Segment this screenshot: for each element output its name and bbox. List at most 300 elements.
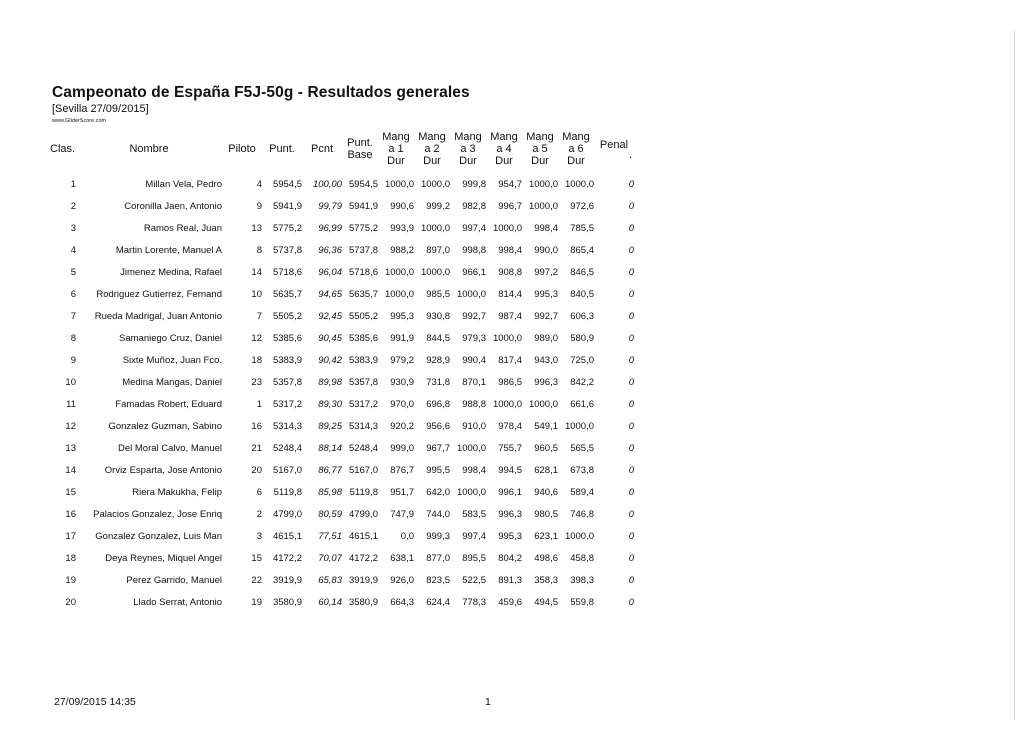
table-row xyxy=(50,261,634,283)
row-round-1: 999,0 xyxy=(390,442,414,454)
row-piloto: 3 xyxy=(256,530,262,542)
row-nombre: Martin Lorente, Manuel A xyxy=(115,244,222,256)
row-pcnt: 65,83 xyxy=(318,574,342,586)
row-punt-base: 5718,6 xyxy=(348,266,378,278)
row-round-5: 1000,0 xyxy=(528,200,558,212)
row-punt: 5119,8 xyxy=(273,486,302,498)
round-dur: Dur xyxy=(459,155,477,167)
row-piloto: 15 xyxy=(251,552,262,564)
row-round-5: 995,3 xyxy=(534,288,558,300)
row-round-3: 1000,0 xyxy=(456,288,486,300)
row-round-6: 1000,0 xyxy=(564,420,594,432)
row-round-4: 814,4 xyxy=(498,288,522,300)
row-round-3: 1000,0 xyxy=(456,486,486,498)
row-round-4: 986,5 xyxy=(498,376,522,388)
row-round-2: 877,0 xyxy=(426,552,450,564)
row-round-1: 990,6 xyxy=(390,200,414,212)
row-round-3: 992,7 xyxy=(462,310,486,322)
table-row xyxy=(50,283,634,305)
row-round-5: 998,4 xyxy=(534,222,558,234)
footer-page-number: 1 xyxy=(485,696,491,708)
row-piloto: 12 xyxy=(251,332,262,344)
row-round-6: 559,8 xyxy=(570,596,594,608)
row-round-1: 747,9 xyxy=(390,508,414,520)
row-clas: 2 xyxy=(70,200,76,212)
row-round-5: 1000,0 xyxy=(528,398,558,410)
row-clas: 13 xyxy=(65,442,76,454)
row-punt: 5248,4 xyxy=(272,442,302,454)
col-pcnt: Pcnt xyxy=(310,143,333,155)
penal-mark: . xyxy=(628,149,632,161)
row-punt: 5635,7 xyxy=(272,288,302,300)
row-nombre: Rueda Madrigal, Juan Antonio xyxy=(94,310,222,322)
row-punt: 4615,1 xyxy=(272,530,302,542)
col-punt-base-line2: Base xyxy=(347,149,373,161)
row-pcnt: 89,98 xyxy=(318,376,342,388)
row-punt: 5954,5 xyxy=(272,178,302,190)
row-clas: 19 xyxy=(65,574,76,586)
row-punt-base: 3919,9 xyxy=(348,574,378,586)
row-punt: 5505,2 xyxy=(272,310,302,322)
row-pcnt: 60,14 xyxy=(318,596,342,608)
row-pcnt: 88,14 xyxy=(318,442,342,454)
table-row xyxy=(50,503,634,525)
site-url: www.GliderScore.com xyxy=(52,118,107,124)
row-clas: 15 xyxy=(65,486,76,498)
row-punt-base: 3580,9 xyxy=(348,596,378,608)
row-round-4: 996,7 xyxy=(498,200,522,212)
table-row xyxy=(50,569,634,591)
row-nombre: Riera Makukha, Felip xyxy=(132,486,222,498)
row-round-2: 956,6 xyxy=(426,420,450,432)
row-round-3: 895,5 xyxy=(462,552,486,564)
row-pcnt: 96,99 xyxy=(318,222,342,234)
row-round-1: 1000,0 xyxy=(384,266,414,278)
row-round-4: 954,7 xyxy=(498,178,522,190)
round-label: Mang xyxy=(454,131,482,143)
document-header xyxy=(52,84,470,124)
table-row xyxy=(50,217,634,239)
row-round-5: 940,6 xyxy=(534,486,558,498)
row-pcnt: 96,36 xyxy=(318,244,342,256)
row-nombre: Gonzalez Gonzalez, Luis Man xyxy=(95,530,222,542)
row-nombre: Millan Vela, Pedro xyxy=(145,178,222,190)
row-clas: 17 xyxy=(65,530,76,542)
row-round-3: 522,5 xyxy=(462,574,486,586)
row-penal: 0 xyxy=(628,266,634,278)
table-row xyxy=(50,327,634,349)
row-nombre: Ramos Real, Juan xyxy=(143,222,222,234)
round-label: Mang xyxy=(418,131,446,143)
round-dur: Dur xyxy=(423,155,441,167)
row-piloto: 22 xyxy=(251,574,262,586)
table-row xyxy=(50,173,634,195)
row-round-4: 978,4 xyxy=(498,420,522,432)
row-nombre: Sixte Muñoz, Juan Fco. xyxy=(122,354,222,366)
row-round-1: 1000,0 xyxy=(384,178,414,190)
row-round-5: 494,5 xyxy=(534,596,558,608)
row-piloto: 10 xyxy=(251,288,262,300)
event-subtitle: [Sevilla 27/09/2015] xyxy=(52,103,149,115)
row-round-6: 661,6 xyxy=(570,398,594,410)
row-round-2: 744,0 xyxy=(426,508,450,520)
row-punt: 3580,9 xyxy=(272,596,302,608)
row-clas: 6 xyxy=(70,288,76,300)
round-number: a 2 xyxy=(424,143,440,155)
table-row xyxy=(50,591,634,613)
round-number: a 5 xyxy=(532,143,548,155)
row-penal: 0 xyxy=(628,178,634,190)
row-penal: 0 xyxy=(628,530,634,542)
row-pcnt: 100,00 xyxy=(312,178,342,190)
col-punt-base xyxy=(342,125,378,173)
col-round-1 xyxy=(378,125,414,173)
row-penal: 0 xyxy=(628,354,634,366)
col-round-2 xyxy=(414,125,450,173)
row-piloto: 7 xyxy=(256,310,262,322)
row-round-2: 999,3 xyxy=(426,530,450,542)
row-round-5: 358,3 xyxy=(534,574,558,586)
row-round-5: 623,1 xyxy=(534,530,558,542)
row-penal: 0 xyxy=(628,420,634,432)
row-clas: 3 xyxy=(70,222,76,234)
row-round-6: 865,4 xyxy=(570,244,594,256)
row-round-1: 930,9 xyxy=(390,376,414,388)
row-round-2: 696,8 xyxy=(426,398,450,410)
round-dur: Dur xyxy=(387,155,405,167)
row-nombre: Jimenez Medina, Rafael xyxy=(120,266,222,278)
row-punt: 5317,2 xyxy=(272,398,302,410)
row-punt-base: 5941,9 xyxy=(348,200,378,212)
row-round-1: 0,0 xyxy=(400,530,414,542)
row-pcnt: 86,77 xyxy=(318,464,342,476)
table-row xyxy=(50,525,634,547)
row-punt-base: 5357,8 xyxy=(348,376,378,388)
row-nombre: Gonzalez Guzman, Sabino xyxy=(108,420,222,432)
row-round-1: 991,9 xyxy=(390,332,414,344)
row-punt-base: 5119,8 xyxy=(349,486,378,498)
row-round-3: 583,5 xyxy=(462,508,486,520)
row-penal: 0 xyxy=(628,464,634,476)
row-nombre: Medina Mangas, Daniel xyxy=(122,376,222,388)
row-clas: 8 xyxy=(70,332,76,344)
table-row xyxy=(50,371,634,393)
row-pcnt: 90,42 xyxy=(318,354,342,366)
table-row xyxy=(50,437,634,459)
row-round-4: 804,2 xyxy=(498,552,522,564)
row-punt-base: 4172,2 xyxy=(348,552,378,564)
row-piloto: 23 xyxy=(251,376,262,388)
row-piloto: 14 xyxy=(251,266,262,278)
table-row xyxy=(50,393,634,415)
row-penal: 0 xyxy=(628,332,634,344)
row-round-5: 992,7 xyxy=(534,310,558,322)
row-round-6: 840,5 xyxy=(570,288,594,300)
col-round-5 xyxy=(522,125,558,173)
row-punt: 5167,0 xyxy=(272,464,302,476)
row-round-2: 1000,0 xyxy=(420,222,450,234)
row-round-3: 910,0 xyxy=(462,420,486,432)
row-round-2: 1000,0 xyxy=(420,266,450,278)
row-round-3: 966,1 xyxy=(462,266,486,278)
row-round-4: 459,6 xyxy=(498,596,522,608)
row-clas: 12 xyxy=(65,420,76,432)
row-nombre: Famadas Robert, Eduard xyxy=(115,398,222,410)
row-round-2: 642,0 xyxy=(426,486,450,498)
row-round-3: 998,4 xyxy=(462,464,486,476)
col-round-6 xyxy=(558,125,594,173)
row-penal: 0 xyxy=(628,508,634,520)
row-round-1: 970,0 xyxy=(390,398,414,410)
row-round-2: 928,9 xyxy=(426,354,450,366)
row-round-1: 926,0 xyxy=(390,574,414,586)
row-punt-base: 4615,1 xyxy=(348,530,378,542)
row-piloto: 1 xyxy=(256,398,262,410)
table-row xyxy=(50,305,634,327)
round-dur: Dur xyxy=(567,155,585,167)
row-nombre: Rodriguez Gutierrez, Fernand xyxy=(96,288,222,300)
row-nombre: Palacios Gonzalez, Jose Enriq xyxy=(93,508,222,520)
row-round-4: 891,3 xyxy=(498,574,522,586)
row-clas: 1 xyxy=(70,178,76,190)
row-round-6: 398,3 xyxy=(570,574,594,586)
row-round-1: 988,2 xyxy=(390,244,414,256)
row-punt: 5385,6 xyxy=(272,332,302,344)
row-round-1: 993,9 xyxy=(390,222,414,234)
row-round-2: 823,5 xyxy=(426,574,450,586)
row-penal: 0 xyxy=(628,288,634,300)
row-penal: 0 xyxy=(628,222,634,234)
row-round-1: 920,2 xyxy=(390,420,414,432)
row-round-6: 606,3 xyxy=(570,310,594,322)
row-round-3: 1000,0 xyxy=(456,442,486,454)
row-pcnt: 85,98 xyxy=(318,486,342,498)
row-piloto: 19 xyxy=(251,596,262,608)
row-punt-base: 5167,0 xyxy=(348,464,378,476)
row-round-2: 624,4 xyxy=(426,596,450,608)
row-pcnt: 90,45 xyxy=(318,332,342,344)
row-round-1: 951,7 xyxy=(390,486,414,498)
table-row xyxy=(50,415,634,437)
row-round-6: 589,4 xyxy=(570,486,594,498)
row-round-1: 876,7 xyxy=(390,464,414,476)
row-clas: 9 xyxy=(70,354,76,366)
round-dur: Dur xyxy=(531,155,549,167)
row-round-2: 844,5 xyxy=(426,332,450,344)
row-pcnt: 94,65 xyxy=(318,288,342,300)
table-row xyxy=(50,239,634,261)
row-round-5: 980,5 xyxy=(534,508,558,520)
row-punt-base: 5635,7 xyxy=(348,288,378,300)
row-round-2: 897,0 xyxy=(426,244,450,256)
row-round-2: 1000,0 xyxy=(420,178,450,190)
col-round-4 xyxy=(486,125,522,173)
row-round-4: 1000,0 xyxy=(492,398,522,410)
row-round-4: 998,4 xyxy=(498,244,522,256)
row-penal: 0 xyxy=(628,244,634,256)
row-round-5: 996,3 xyxy=(534,376,558,388)
row-piloto: 8 xyxy=(256,244,262,256)
row-round-6: 785,5 xyxy=(570,222,594,234)
row-clas: 10 xyxy=(65,376,76,388)
row-punt: 5775,2 xyxy=(272,222,302,234)
row-penal: 0 xyxy=(628,574,634,586)
round-dur: Dur xyxy=(495,155,513,167)
row-punt: 4799,0 xyxy=(272,508,302,520)
round-label: Mang xyxy=(562,131,590,143)
row-clas: 18 xyxy=(65,552,76,564)
row-round-4: 1000,0 xyxy=(492,332,522,344)
row-round-2: 731,8 xyxy=(426,376,450,388)
row-round-3: 997,4 xyxy=(462,222,486,234)
row-penal: 0 xyxy=(628,442,634,454)
row-round-5: 498,6 xyxy=(534,552,558,564)
row-round-4: 1000,0 xyxy=(492,222,522,234)
row-punt-base: 5505,2 xyxy=(348,310,378,322)
row-punt: 5383,9 xyxy=(272,354,302,366)
row-round-4: 908,8 xyxy=(498,266,522,278)
row-penal: 0 xyxy=(628,486,634,498)
row-round-3: 999,8 xyxy=(462,178,486,190)
row-punt: 5314,3 xyxy=(272,420,302,432)
row-punt-base: 5737,8 xyxy=(348,244,378,256)
row-pcnt: 80,59 xyxy=(318,508,342,520)
row-punt-base: 5775,2 xyxy=(348,222,378,234)
table-row xyxy=(50,459,634,481)
row-punt-base: 5317,2 xyxy=(348,398,378,410)
row-piloto: 6 xyxy=(256,486,262,498)
row-nombre: Samaniego Cruz, Daniel xyxy=(119,332,222,344)
row-clas: 14 xyxy=(65,464,76,476)
round-label: Mang xyxy=(526,131,554,143)
round-number: a 6 xyxy=(568,143,584,155)
row-penal: 0 xyxy=(628,310,634,322)
col-round-3 xyxy=(450,125,486,173)
row-punt: 5357,8 xyxy=(272,376,302,388)
col-penal xyxy=(594,125,634,173)
row-round-5: 960,5 xyxy=(534,442,558,454)
row-punt-base: 5383,9 xyxy=(348,354,378,366)
row-piloto: 20 xyxy=(251,464,262,476)
row-pcnt: 99,79 xyxy=(318,200,342,212)
row-round-4: 755,7 xyxy=(498,442,522,454)
row-round-4: 996,1 xyxy=(498,486,522,498)
table-row xyxy=(50,481,634,503)
page-title: Campeonato de España F5J-50g - Resultados generales xyxy=(52,84,470,101)
row-clas: 5 xyxy=(70,266,76,278)
col-nombre: Nombre xyxy=(129,143,169,155)
round-number: a 1 xyxy=(388,143,404,155)
row-round-4: 817,4 xyxy=(498,354,522,366)
round-label: Mang xyxy=(490,131,518,143)
row-round-6: 458,8 xyxy=(570,552,594,564)
footer-datetime: 27/09/2015 14:35 xyxy=(54,696,136,708)
row-punt-base: 5385,6 xyxy=(348,332,378,344)
row-piloto: 9 xyxy=(256,200,262,212)
row-round-5: 989,0 xyxy=(534,332,558,344)
row-piloto: 13 xyxy=(251,222,262,234)
row-round-6: 972,6 xyxy=(570,200,594,212)
round-number: a 3 xyxy=(460,143,476,155)
row-round-2: 967,7 xyxy=(426,442,450,454)
row-nombre: Orviz Esparta, Jose Antonio xyxy=(104,464,222,476)
row-round-6: 673,8 xyxy=(570,464,594,476)
row-pcnt: 96,04 xyxy=(318,266,342,278)
row-round-3: 997,4 xyxy=(462,530,486,542)
row-round-5: 990,0 xyxy=(534,244,558,256)
row-round-6: 842,2 xyxy=(570,376,594,388)
row-punt: 5941,9 xyxy=(272,200,302,212)
row-clas: 16 xyxy=(65,508,76,520)
row-round-3: 979,3 xyxy=(462,332,486,344)
page-edge-line xyxy=(1014,30,1015,720)
row-nombre: Del Moral Calvo, Manuel xyxy=(117,442,222,454)
row-pcnt: 89,30 xyxy=(318,398,342,410)
row-round-3: 988,8 xyxy=(462,398,486,410)
table-row xyxy=(50,349,634,371)
row-round-6: 846,5 xyxy=(570,266,594,278)
results-table xyxy=(50,125,634,613)
round-number: a 4 xyxy=(496,143,512,155)
row-punt: 5718,6 xyxy=(272,266,302,278)
penal-label: Penal xyxy=(599,139,629,151)
row-piloto: 16 xyxy=(251,420,262,432)
row-nombre: Deya Reynes, Miquel Angel xyxy=(105,552,222,564)
row-round-4: 996,3 xyxy=(498,508,522,520)
row-nombre: Coronilla Jaen, Antonio xyxy=(124,200,222,212)
round-label: Mang xyxy=(382,131,410,143)
row-round-5: 549,1 xyxy=(534,420,558,432)
row-clas: 4 xyxy=(70,244,76,256)
row-round-6: 580,9 xyxy=(570,332,594,344)
row-round-4: 994,5 xyxy=(498,464,522,476)
row-piloto: 2 xyxy=(256,508,262,520)
row-round-4: 987,4 xyxy=(498,310,522,322)
row-round-2: 985,5 xyxy=(426,288,450,300)
row-round-1: 979,2 xyxy=(390,354,414,366)
table-row xyxy=(50,195,634,217)
col-piloto: Piloto xyxy=(228,143,256,155)
row-round-6: 746,8 xyxy=(570,508,594,520)
row-round-2: 930,8 xyxy=(426,310,450,322)
row-piloto: 4 xyxy=(256,178,262,190)
row-round-6: 565,5 xyxy=(570,442,594,454)
header-row xyxy=(50,125,634,173)
row-penal: 0 xyxy=(628,596,634,608)
row-punt-base: 5314,3 xyxy=(348,420,378,432)
row-round-2: 995,5 xyxy=(426,464,450,476)
row-pcnt: 70,07 xyxy=(318,552,342,564)
col-punt-base-line1: Punt. xyxy=(347,137,373,149)
row-round-1: 1000,0 xyxy=(384,288,414,300)
row-punt: 3919,9 xyxy=(272,574,302,586)
row-round-5: 943,0 xyxy=(534,354,558,366)
row-pcnt: 77,51 xyxy=(318,530,342,542)
row-round-6: 1000,0 xyxy=(564,530,594,542)
row-piloto: 21 xyxy=(251,442,262,454)
row-piloto: 18 xyxy=(251,354,262,366)
row-punt-base: 5954,5 xyxy=(348,178,378,190)
row-penal: 0 xyxy=(628,376,634,388)
row-round-5: 628,1 xyxy=(534,464,558,476)
row-round-4: 995,3 xyxy=(498,530,522,542)
row-round-3: 990,4 xyxy=(462,354,486,366)
row-round-2: 999,2 xyxy=(426,200,450,212)
row-round-3: 982,8 xyxy=(462,200,486,212)
row-punt: 4172,2 xyxy=(272,552,302,564)
row-punt-base: 4799,0 xyxy=(348,508,378,520)
row-clas: 11 xyxy=(66,398,76,410)
